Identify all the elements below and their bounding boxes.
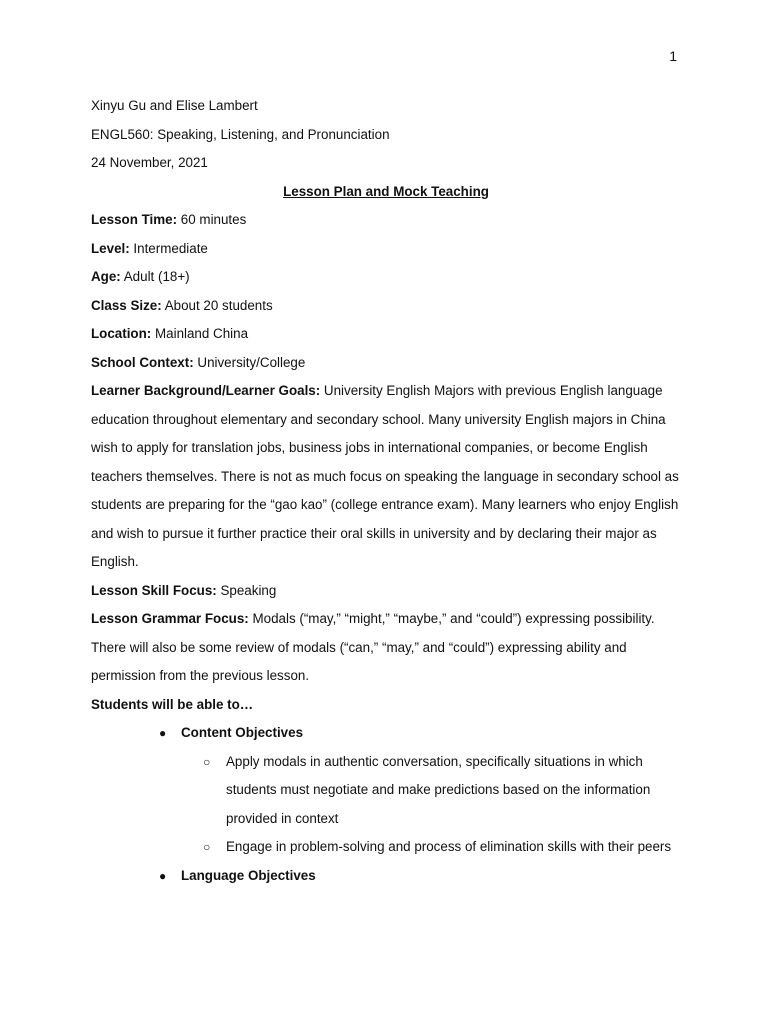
objectives-heading: Students will be able to…	[91, 696, 254, 712]
content-objective-text: Apply modals in authentic conversation, specifically situations in which students must negotiate and make predictions based on the information provided in context	[226, 753, 651, 826]
filled-bullet-icon: ●	[159, 726, 167, 740]
grammar-focus-value: Modals (“may,” “might,” “maybe,” and “could”) expressing possibility. There will also be some review of modals (“can,” “may,” and “could”) expressing ability and permission from the previous lesson.	[91, 611, 655, 683]
language-objectives-item	[91, 862, 681, 891]
class-size-field	[91, 292, 681, 321]
age-label: Age:	[91, 269, 121, 284]
content-objectives-item	[91, 719, 681, 862]
language-objectives-label: Language Objectives	[181, 867, 316, 883]
learner-background-field	[91, 377, 681, 577]
content-objective-text: Engage in problem-solving and process of elimination skills with their peers	[226, 839, 672, 854]
content-objective-item	[181, 833, 676, 862]
lesson-time-label: Lesson Time:	[91, 212, 178, 227]
level-label: Level:	[91, 240, 130, 256]
location-value: Mainland China	[151, 326, 249, 341]
course-line: ENGL560: Speaking, Listening, and Pronunciation	[91, 126, 390, 142]
age-field	[91, 263, 681, 292]
location-field	[91, 320, 681, 349]
level-field	[91, 235, 681, 264]
hollow-bullet-icon: ○	[203, 840, 211, 854]
school-context-value: University/College	[193, 354, 306, 370]
school-context-label: School Context:	[91, 354, 194, 370]
authors-line: Xinyu Gu and Elise Lambert	[91, 98, 258, 113]
grammar-focus-label: Lesson Grammar Focus:	[91, 611, 249, 626]
level-value: Intermediate	[129, 240, 208, 256]
hollow-bullet-icon: ○	[203, 754, 211, 769]
filled-bullet-icon: ●	[159, 868, 167, 883]
document-title: Lesson Plan and Mock Teaching	[283, 183, 489, 199]
content-objectives-label: Content Objectives	[181, 725, 304, 740]
learner-background-label: Learner Background/Learner Goals:	[91, 383, 321, 398]
age-value: Adult (18+)	[120, 269, 190, 284]
lesson-time-field	[91, 206, 681, 235]
skill-focus-field	[91, 577, 681, 606]
document-body	[91, 92, 681, 890]
location-label: Location:	[91, 326, 152, 341]
date-line: 24 November, 2021	[91, 155, 208, 170]
content-objective-item	[181, 748, 676, 834]
skill-focus-label: Lesson Skill Focus:	[91, 582, 217, 598]
learner-background-value: University English Majors with previous English language education throughout elementary and secondary school. Many university English majors in China wish to apply for translation jobs, business jobs in international companies, or become English teachers themselves. There is not as much focus on speaking the language in secondary school as students are preparing for the “gao kao” (college entrance exam). Many learners who enjoy English and wish to pursue it further practice their oral skills in university and by declaring their major as English.	[91, 383, 679, 569]
lesson-time-value: 60 minutes	[177, 212, 247, 227]
skill-focus-value: Speaking	[216, 582, 277, 598]
page-number: 1	[669, 48, 677, 64]
class-size-label: Class Size:	[91, 297, 162, 313]
objectives-list	[91, 719, 681, 890]
grammar-focus-field	[91, 605, 681, 691]
school-context-field	[91, 349, 681, 378]
content-objectives-sublist	[181, 748, 681, 862]
class-size-value: About 20 students	[161, 297, 273, 313]
